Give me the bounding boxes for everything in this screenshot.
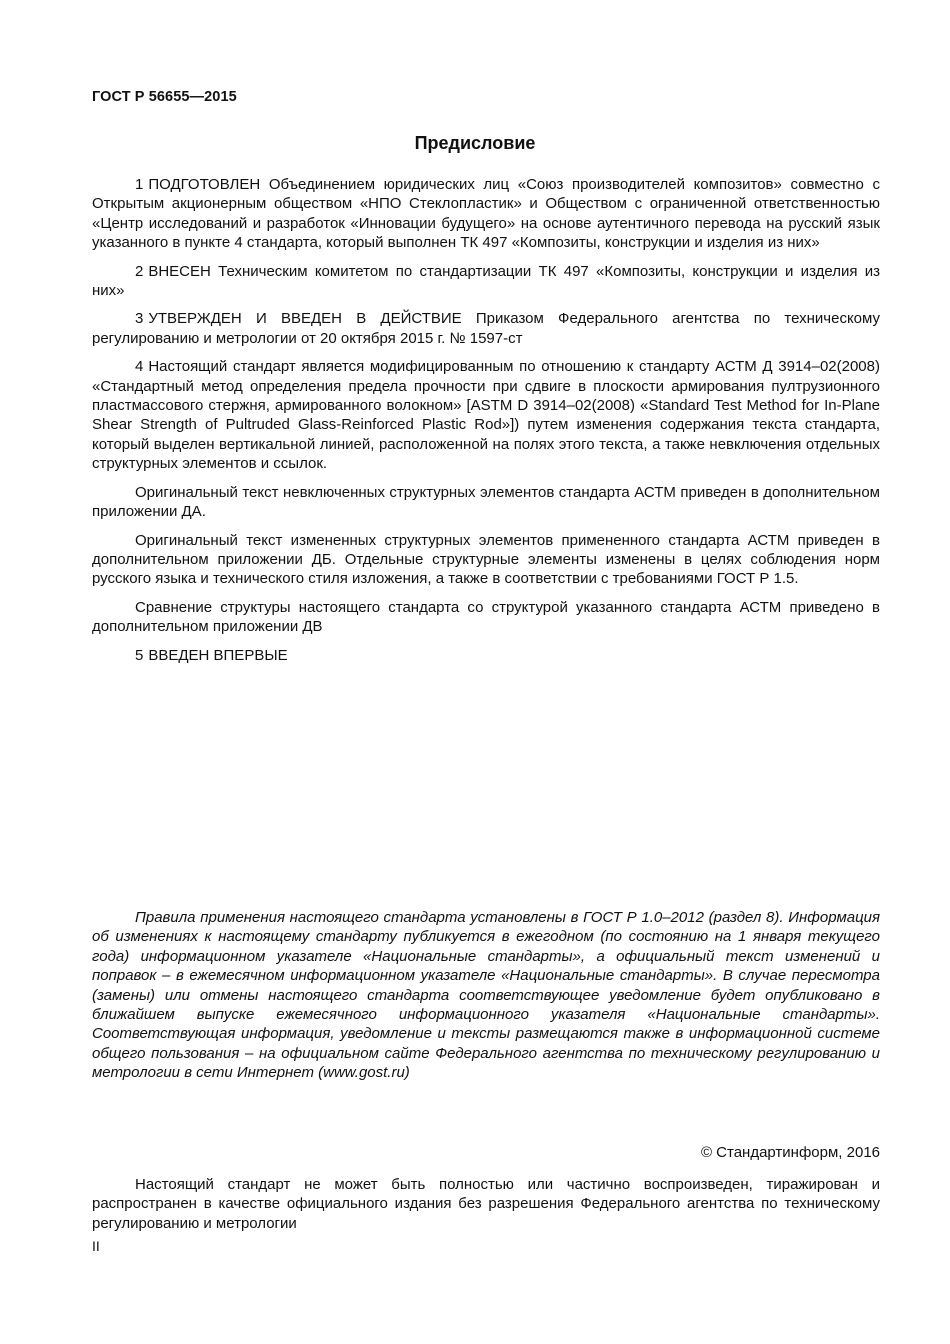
page-title: Предисловие xyxy=(414,133,536,153)
paragraph-5 xyxy=(92,646,880,665)
paragraph-number: 1 xyxy=(135,176,144,193)
paragraph-text: ВНЕСЕН Техническим комитетом по стандартизации ТК 497 «Композиты, конструкции и изделия из них» xyxy=(92,262,880,300)
paragraph-2 xyxy=(92,262,880,301)
paragraph-number: 4 xyxy=(135,358,144,376)
paragraph-3 xyxy=(92,309,880,348)
paragraph-number: 5 xyxy=(135,646,144,664)
standard-code: ГОСТ Р 56655—2015 xyxy=(92,89,237,105)
paragraph-4a: Оригинальный текст невключенных структурных элементов стандарта АСТМ приведен в дополнительном приложении ДА. xyxy=(92,483,880,521)
paragraph-4b: Оригинальный текст измененных структурных элементов примененного стандарта АСТМ приведен в дополнительном приложении ДБ. Отдельные структурные элементы изменены в целях соблюдения норм русского языка и технического стиля изложения, а также в соответствии с требованиями ГОСТ Р 1.5. xyxy=(92,531,880,588)
paragraph-text: ВВЕДЕН ВПЕРВЫЕ xyxy=(148,646,288,664)
paragraph-4c: Сравнение структуры настоящего стандарта со структурой указанного стандарта АСТМ приведено в дополнительном приложении ДВ xyxy=(92,598,880,636)
paragraph-number: 3 xyxy=(135,310,144,328)
rules-note: Правила применения настоящего стандарта установлены в ГОСТ Р 1.0–2012 (раздел 8). Информация об изменениях к настоящему стандарту публикуется в ежегодном (по состоянию на 1 января текущего года) информационном указателе «Национальные стандарты», а официальный текст изменений и поправок – в ежемесячном информационном указателе «Национальные стандарты». В случае пересмотра (замены) или отмены настоящего стандарта соответствующее уведомление будет опубликовано в ближайшем выпуске ежемесячного информационного указателя «Национальные стандарты». Соответствующая информация, уведомление и тексты размещаются также в информационной системе общего пользования – на официальном сайте Федерального агентства по техническому регулированию и метрологии в сети Интернет (www.gost.ru) xyxy=(92,909,880,1082)
foreword-body xyxy=(92,175,880,674)
page-number: II xyxy=(92,1238,100,1254)
paragraph-number: 2 xyxy=(135,262,144,280)
paragraph-text: УТВЕРЖДЕН И ВВЕДЕН В ДЕЙСТВИЕ Приказом Федерального агентства по техническому регулированию и метрологии от 20 октября 2015 г. № 1597-ст xyxy=(92,310,880,347)
paragraph-text: ПОДГОТОВЛЕН Объединением юридических лиц «Союз производителей композитов» совместно с Открытым акционерным обществом «НПО Стеклопластик» и Обществом с ограниченной ответственностью «Центр исследований и разработок «Инновации будущего» на основе аутентичного перевода на русский язык указанного в пункте 4 стандарта, который выполнен ТК 497 «Композиты, конструкции и изделия из них» xyxy=(92,176,880,252)
paragraph-4 xyxy=(92,357,880,473)
paragraph-text: Настоящий стандарт является модифицированным по отношению к стандарту АСТМ Д 3914–02(2008) «Стандартный метод определения предела прочности при сдвиге в плоскости армирования пултрузионного пластмассового стержня, армированного волокном» [ASTM D 3914–02(2008) «Standard Test Method for In-Plane Shear Strength of Pultruded Glass-Reinforced Plastic Rod»]) путем изменения содержания текста стандарта, который выделен вертикальной линией, расположенной на полях этого текста, а также невключения отдельных структурных элементов и ссылок. xyxy=(92,358,880,473)
copyright: © Стандартинформ, 2016 xyxy=(700,1144,880,1161)
paragraph-1 xyxy=(92,175,880,253)
reproduction-notice: Настоящий стандарт не может быть полностью или частично воспроизведен, тиражирован и распространен в качестве официального издания без разрешения Федерального агентства по техническому регулированию и метрологии xyxy=(92,1176,880,1232)
